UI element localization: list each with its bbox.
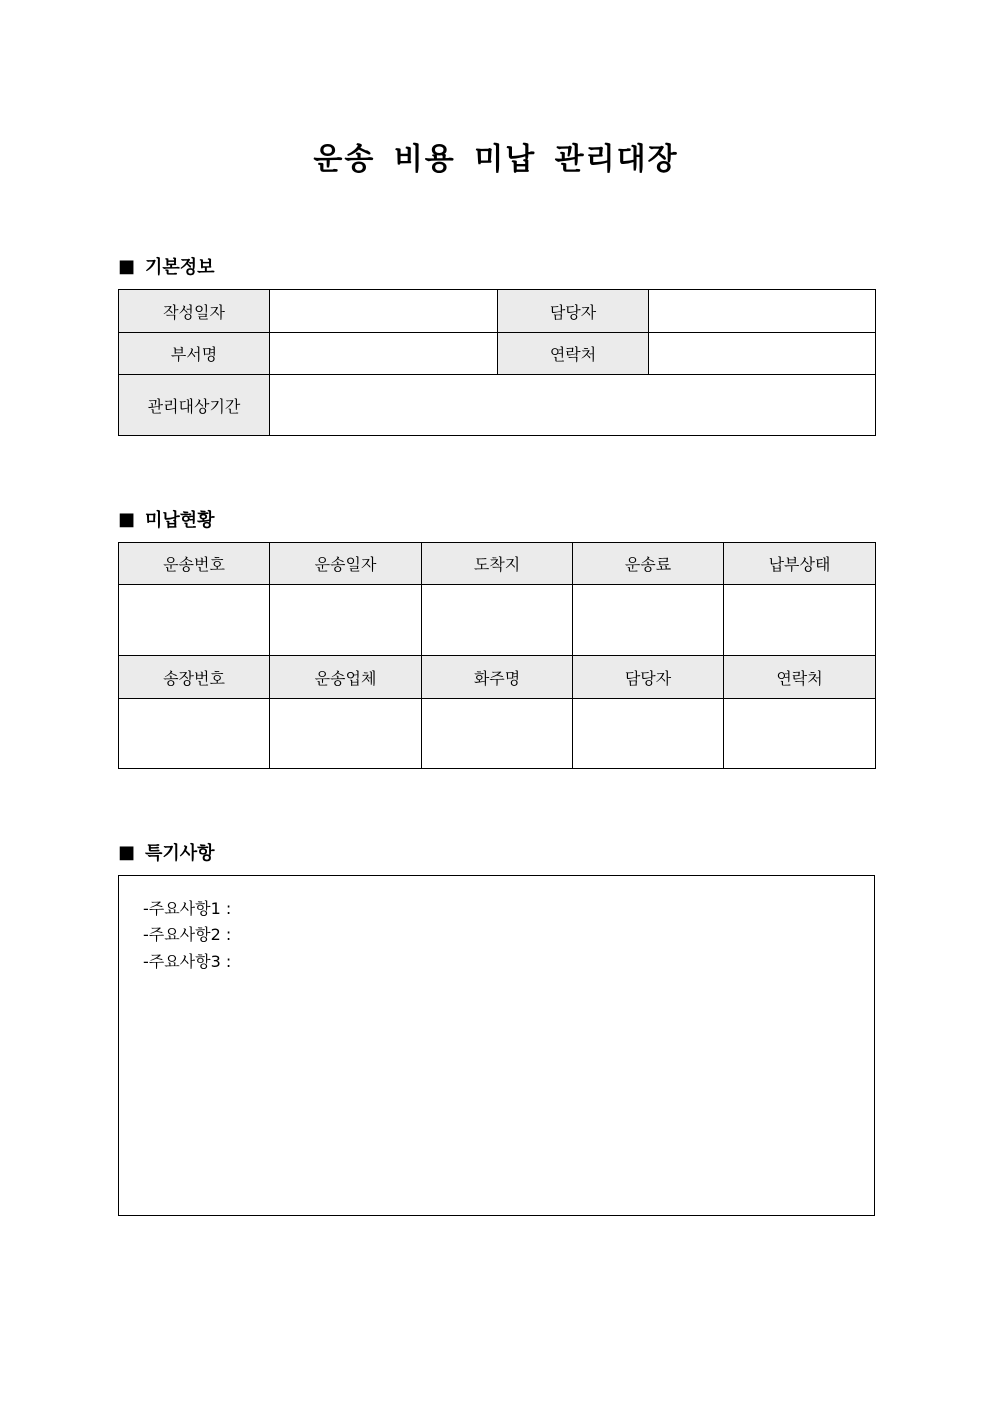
department-field[interactable] bbox=[270, 333, 498, 375]
freight-fee-cell[interactable] bbox=[573, 585, 724, 656]
carrier-cell[interactable] bbox=[270, 699, 422, 769]
remark-line-1: -주요사항1 : bbox=[143, 899, 232, 918]
transport-no-cell[interactable] bbox=[119, 585, 270, 656]
black-square-icon: ■ bbox=[118, 508, 136, 530]
remark-line-2: -주요사항2 : bbox=[143, 925, 232, 944]
remark-line-3: -주요사항3 : bbox=[143, 952, 232, 971]
black-square-icon: ■ bbox=[118, 841, 136, 863]
black-square-icon: ■ bbox=[118, 255, 136, 277]
header-destination: 도착지 bbox=[422, 543, 573, 585]
header-person-in-charge: 담당자 bbox=[573, 656, 724, 699]
period-field[interactable] bbox=[270, 375, 876, 436]
header-freight-fee: 운송료 bbox=[573, 543, 724, 585]
destination-cell[interactable] bbox=[422, 585, 573, 656]
contact-label: 연락처 bbox=[498, 333, 649, 375]
period-label: 관리대상기간 bbox=[119, 375, 270, 436]
created-date-label: 작성일자 bbox=[119, 290, 270, 333]
manager-field[interactable] bbox=[649, 290, 876, 333]
basic-info-heading bbox=[118, 253, 215, 279]
payment-status-cell[interactable] bbox=[724, 585, 876, 656]
header-payment-status: 납부상태 bbox=[724, 543, 876, 585]
unpaid-status-heading-label: 미납현황 bbox=[145, 510, 215, 531]
person-in-charge-cell[interactable] bbox=[573, 699, 724, 769]
department-label: 부서명 bbox=[119, 333, 270, 375]
shipper-name-cell[interactable] bbox=[422, 699, 573, 769]
transport-date-cell[interactable] bbox=[270, 585, 422, 656]
contact-cell[interactable] bbox=[724, 699, 876, 769]
unpaid-status-table bbox=[118, 542, 876, 769]
document-title: 운송 비용 미납 관리대장 bbox=[313, 142, 679, 177]
basic-info-heading-label: 기본정보 bbox=[145, 257, 215, 278]
header-transport-date: 운송일자 bbox=[270, 543, 422, 585]
remarks-box[interactable] bbox=[118, 875, 875, 1216]
manager-label: 담당자 bbox=[498, 290, 649, 333]
unpaid-status-heading bbox=[118, 506, 215, 532]
header-shipper-name: 화주명 bbox=[422, 656, 573, 699]
remarks-heading bbox=[118, 839, 215, 865]
remarks-heading-label: 특기사항 bbox=[145, 843, 215, 864]
header-invoice-no: 송장번호 bbox=[119, 656, 270, 699]
contact-field[interactable] bbox=[649, 333, 876, 375]
header-carrier: 운송업체 bbox=[270, 656, 422, 699]
basic-info-table bbox=[118, 289, 876, 436]
created-date-field[interactable] bbox=[270, 290, 498, 333]
header-contact: 연락처 bbox=[724, 656, 876, 699]
invoice-no-cell[interactable] bbox=[119, 699, 270, 769]
header-transport-no: 운송번호 bbox=[119, 543, 270, 585]
